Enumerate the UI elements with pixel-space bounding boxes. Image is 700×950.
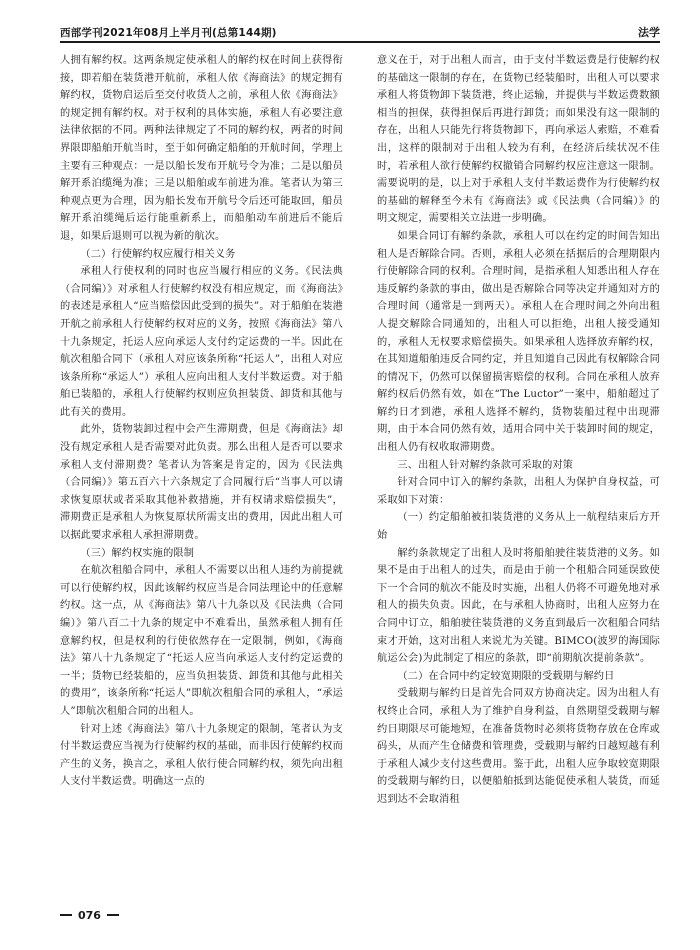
subsection-heading: （一）约定船舶被扣装货港的义务从上一航程结束后方开始 xyxy=(377,512,660,542)
footer-dash-right xyxy=(107,914,119,916)
paragraph: 在航次租船合同中，承租人不需要以出租人违约为前提就可以行使解约权，因此该解约权应当是合同法理论中的任意解约权。这一点，从《海商法》第八十九条以及《民法典（合同编）》第八百二十九条的规定中不难看出，虽然承租人拥有任意解约权，但是权利的行使依然存在一定限制，例如，《海商法》第八十九条规定了“托运人应当向承运人支付约定运费的一半；货物已经装船的，应当负担装货、卸货和其他与此相关的费用”，该条所称“托运人”即航次租船合同的承租人，“承运人”即航次租船合同的出租人。 xyxy=(60,565,343,717)
paragraph: 针对合同中订入的解约条款，出租人为保护自身权益，可采取如下对策： xyxy=(377,477,660,506)
page-footer xyxy=(60,906,260,924)
paragraph: 承租人行使权利的同时也应当履行相应的义务。《民法典（合同编）》对承租人行使解约权没有相应规定，而《海商法》的表述是承租人“应当赔偿因此受到的损失”。对于船舶在装港开航之前承租人行使解约权对应的义务，按照《海商法》第八十九条规定，托运人应向承运人支付约定运费的一半。因此在航次租船合同下（承租人对应该条所称“托运人”，出租人对应该条所称“承运人”）承租人应向出租人支付半数运费。对于船舶已装船的，承租人行使解约权则应负担装货、卸货和其他与此有关的费用。 xyxy=(60,266,343,418)
paragraph: 针对上述《海商法》第八十九条规定的限制，笔者认为支付半数运费应当视为行使解约权的基础，而非因行使解约权而产生的义务，换言之，承租人依行使合同解约权，须先向出租人支付半数运费。明确这一点的 xyxy=(60,723,343,788)
paragraph: 解约条款规定了出租人及时将船舶驶往装货港的义务。如果不是由于出租人的过失，而是由于前一个租船合同延误致使下一个合同的航次不能及时实施，出租人仍将不可避免地对承租人的损失负责。因此，在与承租人协商时，出租人应努力在合同中订立，船舶驶往装货港的义务直到最后一次租船合同结束才开始，这对出租人来说尤为关键。BIMCO(波罗的海国际航运公会)为此制定了相应的条款，即“前期航次提前条款”。 xyxy=(377,547,660,665)
paragraph: 人拥有解约权。这两条规定使承租人的解约权在时间上获得衔接，即若船在装货港开航前，承租人依《海商法》的规定拥有解约权，货物启运后至交付收货人之前，承租人依《海商法》的规定拥有解约权。对于权利的具体实施，承租人有必要注意法律依据的不同。两种法律规定了不同的解约权，两者的时间界限即船舶开航当时，至于如何确定船舶的开航时间，学理上主要有三种观点：一是以船长发布开航号令为准；二是以船员解开系泊缆绳为准；三是以船舶或车前进为准。笔者认为第三种观点更为合理，因为船长发布开航号令后还可能取回，船员解开系泊缆绳后运行能重新系上，而船舶动车前进后不能后退，如果后退则可以视为新的航次。 xyxy=(60,55,343,242)
journal-title: 西部学刊2021年08月上半月刊(总第144期) xyxy=(60,27,277,39)
paragraph: 如果合同订有解约条款，承租人可以在约定的时间告知出租人是否解除合同。否则，承租人必须在括据后的合理期限内行使解除合同的权利。合理时间，是指承租人知悉出租人存在违反解约条款的事由，做出是否解除合同等决定并通知对方的合理时间（通常是一到两天）。承租人在合理时间之外向出租人提交解除合同通知的，出租人可以拒绝，出租人接受通知的，承租人无权要求赔偿损失。如果承租人选择放弃解约权，在其知道船舶违反合同约定，并且知道自己因此有权解除合同的情况下，仍然可以保留损害赔偿的权利。合同在承租人放弃解约权后仍然有效，如在“The Luctor”一案中，船舶超过了解约日才到港，承租人选择不解约，货物装船过程中出现滞期，由于本合同仍然有效，适用合同中关于装卸时间的规定，出租人仍有权收取滞期费。 xyxy=(377,230,660,454)
paragraph: 此外，货物装卸过程中会产生滞期费，但是《海商法》却没有规定承租人是否需要对此负责。那么出租人是否可以要求承租人支付滞期费？笔者认为答案是肯定的，因为《民法典（合同编）》第五百六十六条规定了合同履行后“当事人可以请求恢复原状或者采取其他补救措施，并有权请求赔偿损失”，滞期费正是承租人为恢复原状所需支出的费用，因此出租人可以据此要求承租人承担滞期费。 xyxy=(60,424,343,542)
paragraph: 意义在于，对于出租人而言，由于支付半数运费是行使解约权的基础这一限制的存在，在货物已经装船时，出租人可以要求承租人将货物卸下装货港，终止运输，并提供与半数运费数额相当的担保，获得担保后再进行卸货；而如果没有这一限制的存在，出租人只能先行将货物卸下，再向承运人索赔，不难看出，这样的限制对于出租人较为有利，在经济后续状况不佳时，若承租人欲行使解约权撤销合同解约权应注意这一限制。需要说明的是，以上对于承租人支付半数运费作为行使解约权的基础的解释至今未有《海商法》或《民法典（合同编）》的明文规定，需要相关立法进一步明确。 xyxy=(377,55,660,225)
footer-dash-left xyxy=(60,914,72,916)
right-column xyxy=(377,52,660,892)
subsection-heading: （二）行使解约权应履行相关义务 xyxy=(80,248,236,260)
left-column xyxy=(60,52,343,892)
header-rule xyxy=(60,41,660,43)
paragraph: 受载期与解约日是首先合同双方协商决定。因为出租人有权终止合同，承租人为了维护自身利益，自然期望受载期与解约日期限尽可能地短，在准备货物时必须将货物存放在仓库或码头，从而产生仓储费和管理费，受载期与解约日越短越有利于承租人减少支付这些费用。鉴于此，出租人应争取较宽期限的受载期与解约日，以便船舶抵到达能促使承租人装货，而延迟到达不会取消租 xyxy=(377,688,660,805)
subsection-heading: （二）在合同中约定较宽期限的受载期与解约日 xyxy=(397,670,615,682)
subsection-heading: （三）解约权实施的限制 xyxy=(80,547,195,559)
page-number: 076 xyxy=(78,908,101,922)
section-heading: 三、出租人针对解约条款可采取的对策 xyxy=(397,459,574,471)
running-header xyxy=(60,18,660,40)
section-label: 法学 xyxy=(638,26,660,39)
